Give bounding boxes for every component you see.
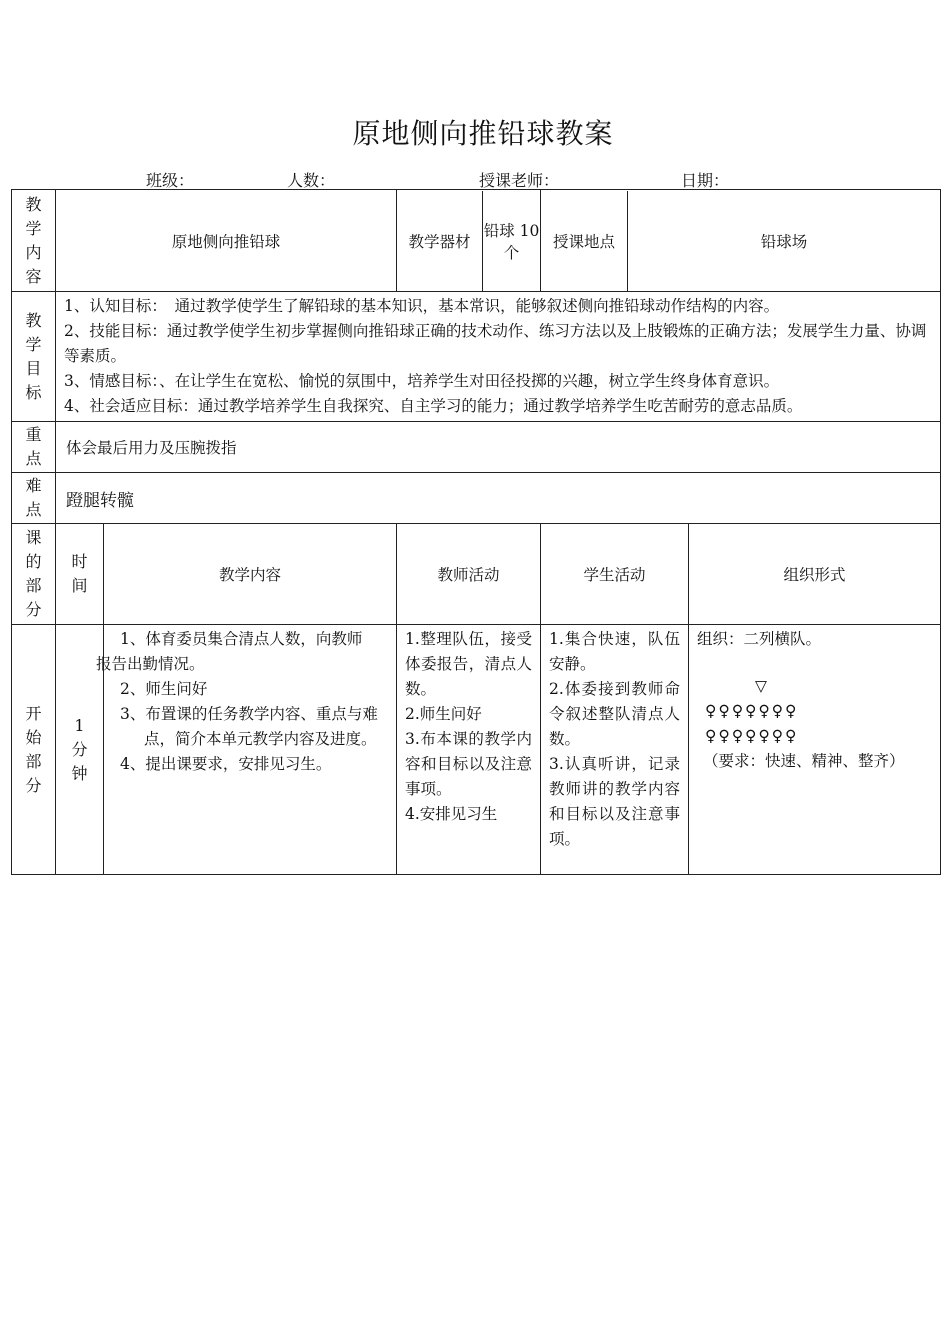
student-activity-item: 1.集合快速，队伍安静。 [549, 630, 681, 673]
goals-content [56, 292, 941, 422]
start-student-activity [541, 625, 689, 875]
key-point-row [12, 422, 941, 473]
header-time: 时 间 [56, 524, 104, 625]
goal-cognitive: 1、认知目标： 通过教学使学生了解铅球的基本知识，基本常识，能够叙述侧向推铅球动作结构的内容。 [64, 297, 780, 315]
location-value: 铅球场 [760, 232, 808, 251]
equipment-label: 教学器材 [397, 191, 483, 291]
start-content-line: 报告出勤情况。 [96, 655, 205, 673]
start-content-line: 点，简介本单元教学内容及进度。 [144, 730, 377, 748]
header-student: 学生活动 [541, 524, 689, 625]
class-label: 班级： [146, 171, 195, 190]
teacher-position-icon: ▽ [755, 677, 767, 695]
org-title: 组织：二列横队。 [697, 630, 822, 648]
goals-row [12, 292, 941, 422]
section-header-row [12, 524, 941, 625]
goal-emotion: 3、情感目标：、在让学生在宽松、愉悦的氛围中，培养学生对田径投掷的兴趣，树立学生终身体育意识。 [64, 372, 780, 390]
difficulty-row [12, 473, 941, 524]
teacher-activity-item: 3.布本课的教学内容和目标以及注意事项。 [405, 730, 533, 798]
student-row-1: ♀♀♀♀♀♀♀ [705, 702, 799, 720]
lesson-topic: 原地侧向推铅球 [56, 190, 397, 292]
start-organization [689, 625, 941, 875]
date-label: 日期： [681, 171, 730, 190]
teacher-activity-item: 1.整理队伍，接受体委报告，清点人数。 [405, 630, 533, 698]
goals-label: 教 学 目 标 [12, 292, 56, 422]
org-requirement: （要求：快速、精神、整齐） [703, 752, 905, 770]
page-title: 原地侧向推铅球教案 [352, 117, 614, 150]
teacher-label: 授课老师： [479, 171, 560, 190]
start-section-label: 开 始 部 分 [12, 625, 56, 875]
header-content: 教学内容 [104, 524, 397, 625]
difficulty-label: 难 点 [12, 473, 56, 524]
start-content-line: 2、师生问好 [120, 680, 208, 698]
header-teacher: 教师活动 [397, 524, 541, 625]
start-content-line: 3、布置课的任务教学内容、重点与难 [120, 705, 378, 723]
content-row-label: 教 学 内 容 [12, 190, 56, 292]
teacher-activity-item: 2.师生问好 [405, 705, 482, 723]
lesson-plan-table [11, 189, 941, 875]
teacher-activity-item: 4.安排见习生 [405, 805, 498, 823]
student-activity-item: 2.体委接到教师命令叙述整队清点人数。 [549, 680, 681, 748]
start-section-row [12, 625, 941, 875]
student-row-2: ♀♀♀♀♀♀♀ [705, 727, 799, 745]
equipment-value: 铅球 10 个 [483, 221, 540, 262]
key-point-label: 重 点 [12, 422, 56, 473]
start-content [96, 625, 397, 875]
content-row [12, 190, 941, 292]
start-teacher-activity [397, 625, 541, 875]
student-activity-item: 3.认真听讲，记录教师讲的教学内容和目标以及注意事项。 [549, 755, 681, 848]
header-section: 课 的 部 分 [12, 524, 56, 625]
goal-social: 4、社会适应目标：通过教学培养学生自我探究、自主学习的能力；通过教学培养学生吃苦耐劳的意志品质。 [64, 397, 803, 415]
start-content-line: 4、提出课要求，安排见习生。 [120, 755, 332, 773]
key-point-value: 体会最后用力及压腕拨指 [56, 422, 941, 473]
count-label: 人数： [287, 171, 336, 190]
start-section-time: 1 分 钟 [56, 625, 104, 875]
start-content-line: 1、体育委员集合清点人数，向教师 [120, 630, 363, 648]
goal-skill: 2、技能目标：通过教学使学生初步掌握侧向推铅球正确的技术动作、练习方法以及上肢锻炼的正确方法；发展学生力量、协调等素质。 [64, 322, 927, 365]
difficulty-value: 蹬腿转髋 [56, 473, 941, 524]
header-organization: 组织形式 [689, 524, 941, 625]
location-label: 授课地点 [541, 191, 628, 291]
